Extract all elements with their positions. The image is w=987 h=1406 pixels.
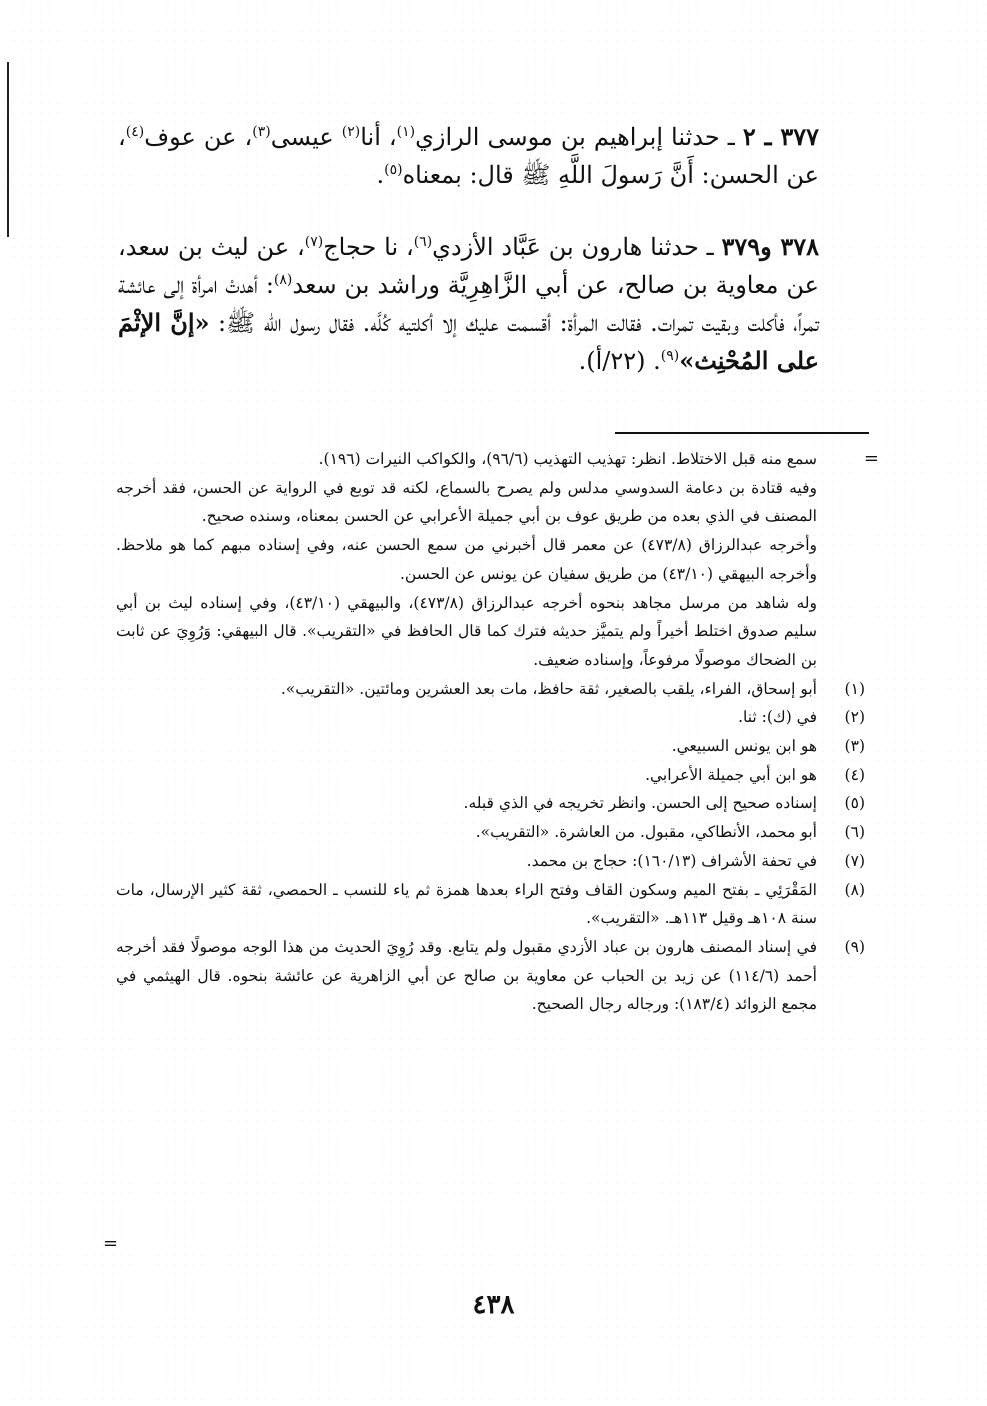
footnote-ref: (١) (396, 124, 416, 140)
footnote-text: هو ابن يونس السبيعي. (671, 737, 817, 756)
text-run: ـ حدثنا إبراهيم بن موسى الرازي (415, 123, 743, 151)
footnote-text: إسناده صحيح إلى الحسن. وانظر تخريجه في الذي قبله. (463, 794, 817, 813)
footnote-text: في إسناد المصنف هارون بن عباد الأزدي مقبول ولم يتابع. وقد رُوِيَ الحديث من هذا الوجه موصولًا فقد أخرجه أحمد (١١٤/٦) عن زيد بن الحباب عن معاوية بن صالح عن أبي الزاهرية عن عائشة بنحوه. قال الهيثمي في مجمع الزوائد (١٨٣/٤): ورجاله رجال الصحيح. (116, 937, 817, 1014)
footnote-9 (116, 933, 865, 1019)
text-run: ـ حدثنا هارون بن عَبَّاد الأزدي (432, 233, 722, 261)
text-run: ، نا حجاج (323, 233, 414, 261)
footnote-number: (١) (844, 679, 865, 698)
hadith-number: ٣٧٨ و٣٧٩ (721, 232, 819, 261)
footnote-8 (116, 876, 865, 933)
footnote-text: هو ابن أبي جميلة الأعرابي. (645, 765, 817, 784)
text-run: ، عن عوف (144, 123, 253, 151)
footnotes (116, 445, 879, 1019)
text-run: : أهدتْ امرأة إلى عائشة تمراً، فأكلت وبقيت تمرات. فقالت المرأة: أقسمت عليك إلا أكلتيه كُلَّه. فقال رسول الله ﷺ: (118, 271, 820, 337)
footnote-1 (116, 675, 865, 704)
footnote-number: (٣) (844, 737, 865, 756)
footnote-number: (٢) (844, 708, 865, 727)
footnote-4 (116, 761, 865, 790)
footnote-text: في تحفة الأشراف (١٦٠/١٣): حجاج بن محمد. (526, 851, 817, 870)
text-run: ، أنا (360, 123, 397, 151)
footnote-text: أبو محمد، الأنطاكي، مقبول. من العاشرة. «التقريب». (475, 823, 817, 842)
text-run: . (376, 161, 385, 189)
footnote-continuation (116, 445, 879, 675)
main-text (118, 118, 819, 414)
footnote-ref: (٣) (252, 124, 271, 140)
continuation-mark: = (863, 448, 879, 469)
footnote-ref: (٩) (660, 348, 680, 364)
footnote-number: (٩) (844, 937, 865, 956)
footnote-text: في (ك): ثنا. (738, 708, 817, 727)
footnote-divider (615, 432, 869, 434)
footnote-ref: (٢) (341, 124, 361, 140)
footnote-text: المَقْرَئِي ـ بفتح الميم وسكون القاف وفتح الراء بعدها همزة ثم ياء للنسب ـ الحمصي، ثقة كثير الإرسال، مات سنة ١٠٨هـ وقيل ١١٣هـ. «التقريب». (116, 880, 817, 928)
hadith-number: ٣٧٧ ـ ٢ (742, 122, 819, 151)
footnote-number: (٥) (844, 794, 865, 813)
page-number: ٤٣٨ (472, 1290, 515, 1320)
footnote-number: (٧) (844, 851, 865, 870)
text-run: عيسى (270, 123, 342, 151)
footnote-number: (٨) (844, 880, 865, 899)
footnote-ref: (٤) (125, 124, 145, 140)
footnote-number: (٦) (844, 823, 865, 842)
footnote-ref: (٨) (273, 272, 293, 288)
continuation-para: وأخرجه عبدالرزاق (٤٧٣/٨) عن معمر قال أخبرني من سمع الحسن عنه، وفي إسناده مبهم كما هو ملاحظ. وأخرجه البيهقي (٤٣/١٠) من طريق سفيان عن يونس عن الحسن. (116, 536, 818, 583)
text-run: ، عن الحسن: أَنَّ رَسولَ اللَّهِ ﷺ قال: بمعناه (118, 123, 819, 189)
footnote-7 (116, 847, 865, 876)
text-run: . (٢٢/أ). (578, 347, 661, 375)
text-run: ، عن ليث بن سعد، عن معاوية بن صالح، عن أبي الزَّاهِرِيَّة وراشد بن سعد (118, 233, 819, 299)
hadith-378-379 (118, 228, 819, 380)
hadith-377 (118, 118, 819, 194)
continuation-para: وفيه قتادة بن دعامة السدوسي مدلس ولم يصرح بالسماع، لكنه قد توبع في الرواية عن الحسن، فقد أخرجه المصنف في الذي بعده من طريق عوف بن أبي جميلة الأعرابي عن الحسن بمعناه، وسنده صحيح. (116, 478, 817, 526)
footnote-ref: (٧) (304, 234, 324, 250)
footnote-2 (116, 703, 865, 732)
hadith-quote: «إنَّ الإثْمَ على المُحْنِث» (118, 308, 819, 375)
footnote-6 (116, 818, 865, 847)
continuation-para: سمع منه قبل الاختلاط. انظر: تهذيب التهذيب (٩٦/٦)، والكواكب النيرات (١٩٦). (318, 450, 817, 468)
continuation-end-mark: = (103, 1233, 119, 1254)
footnote-text: أبو إسحاق، الفراء، يلقب بالصغير، ثقة حافظ، مات بعد العشرين ومائتين. «التقريب». (280, 679, 817, 698)
footnote-ref: (٥) (384, 162, 403, 178)
footnote-3 (116, 732, 865, 761)
footnote-ref: (٦) (413, 234, 433, 250)
footnote-5 (116, 789, 865, 818)
footnote-number: (٤) (844, 765, 865, 784)
continuation-para: وله شاهد من مرسل مجاهد بنحوه أخرجه عبدالرزاق (٤٧٣/٨)، والبيهقي (٤٣/١٠)، وفي إسناده ليث بن أبي سليم صدوق اختلط أخيراً ولم يتميَّز حديثه فترك كما قال الحافظ في «التقريب». قال البيهقي: وَرُوِيَ عن ثابت بن الضحاك موصولًا مرفوعاً، وإسناده ضعيف. (116, 593, 817, 669)
scan-edge-line (7, 62, 9, 237)
